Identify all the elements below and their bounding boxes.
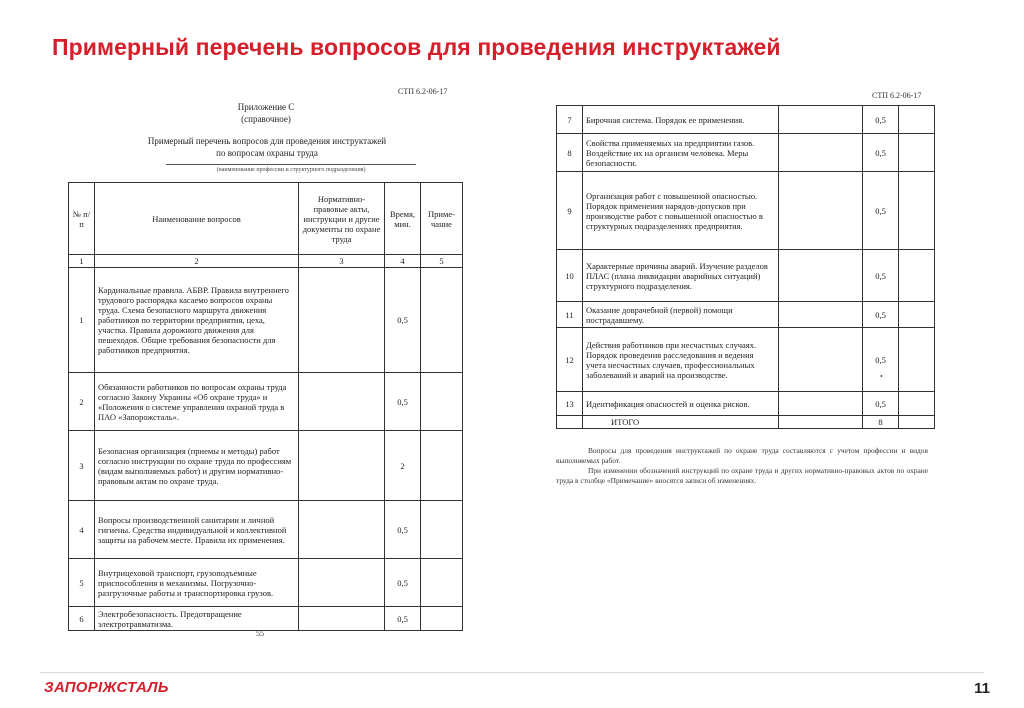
question-text: Характерные причины аварий. Изучение разделов ПЛАС (плана ликвидации аварийных ситуаций) структурного подразделения.	[583, 250, 779, 302]
column-number: 4	[385, 255, 421, 268]
column-number: 3	[299, 255, 385, 268]
table-row	[557, 392, 935, 416]
row-number: 5	[69, 559, 95, 607]
table-row	[557, 302, 935, 328]
time-value: 0,5	[863, 250, 899, 302]
time-value: 0,5	[863, 328, 899, 392]
col-docs-header: Нормативно-правовые акты, инструкции и другие документы по охране труда	[299, 183, 385, 255]
question-text: Безопасная организация (приемы и методы) работ согласно инструкции по охране труда по профессиям (видам выполняемых работ) и другим нормативно-правовым актам по охране труда.	[95, 431, 299, 501]
table-row	[557, 172, 935, 250]
question-text: Свойства применяемых на предприятии газов. Воздействие их на организм человека. Меры безопасности.	[583, 134, 779, 172]
docs-cell	[299, 501, 385, 559]
time-value: 0,5	[863, 134, 899, 172]
note-cell	[421, 607, 463, 631]
total-value: 8	[863, 416, 899, 429]
row-number: 6	[69, 607, 95, 631]
row-number: 7	[557, 106, 583, 134]
time-value: 0,5	[385, 501, 421, 559]
row-number: 11	[557, 302, 583, 328]
row-number: 8	[557, 134, 583, 172]
company-logo: ЗАПОРІЖСТАЛЬ	[44, 679, 169, 696]
note-cell	[421, 559, 463, 607]
col-note-header: Приме-чание	[421, 183, 463, 255]
table-row	[69, 559, 463, 607]
note-cell	[899, 392, 935, 416]
note-cell	[899, 416, 935, 429]
note-paragraph-1: Вопросы для проведения инструктажей по охране труда составляются с учетом профессии и видов выполняемых работ.	[556, 446, 928, 465]
docs-cell	[779, 302, 863, 328]
docs-cell	[299, 373, 385, 431]
total-row	[557, 416, 935, 429]
col-num-header: № п/п	[69, 183, 95, 255]
question-text: Бирочная система. Порядок ее применения.	[583, 106, 779, 134]
slide-title: Примерный перечень вопросов для проведения инструктажей	[52, 34, 781, 60]
col-time-header: Время, мин.	[385, 183, 421, 255]
time-value: 0,5	[863, 172, 899, 250]
appendix-label: Приложение С	[237, 102, 295, 112]
row-number: 13	[557, 392, 583, 416]
row-number: 9	[557, 172, 583, 250]
table-row	[557, 134, 935, 172]
table-row	[69, 431, 463, 501]
docs-cell	[299, 431, 385, 501]
table-row	[557, 328, 935, 392]
column-number: 1	[69, 255, 95, 268]
question-text: Организация работ с повышенной опасностью. Порядок применения нарядов-допусков при производстве работ с повышенной опасностью в структурных подразделениях предприятия.	[583, 172, 779, 250]
question-text: Идентификация опасностей и оценка рисков.	[583, 392, 779, 416]
time-value: 2	[385, 431, 421, 501]
note-cell	[899, 172, 935, 250]
table-row	[69, 268, 463, 373]
right-questions-table	[556, 105, 935, 429]
footer-divider	[40, 672, 984, 673]
question-text: Действия работников при несчастных случаях. Порядок проведения расследования и ведения учета несчастных случаев, профессиональных заболеваний и аварий на производстве.	[583, 328, 779, 392]
docs-cell	[779, 134, 863, 172]
question-text: Вопросы производственной санитарии и личной гигиены. Средства индивидуальной и коллективной защиты на рабочем месте. Правила их применения.	[95, 501, 299, 559]
table-row	[557, 250, 935, 302]
time-value: 0,5	[385, 607, 421, 631]
question-text: Электробезопасность. Предотвращение электротравматизма.	[95, 607, 299, 631]
question-text: Кардинальные правила. АБВР. Правила внутреннего трудового распорядка касаемо вопросов охраны труда. Схема безопасного маршрута движения работников по территории предприятия, цеха, участка. Правила дорожного движения для пешеходов. Общие требования безопасности для работников предприятия.	[95, 268, 299, 373]
docs-cell	[299, 268, 385, 373]
row-number: 2	[69, 373, 95, 431]
docs-cell	[779, 250, 863, 302]
note-cell	[421, 431, 463, 501]
docs-cell	[779, 106, 863, 134]
docs-cell	[779, 172, 863, 250]
table-row	[69, 501, 463, 559]
row-number: 3	[69, 431, 95, 501]
doc-heading-line1: Примерный перечень вопросов для проведения инструктажей	[147, 136, 387, 146]
table-row	[557, 106, 935, 134]
note-cell	[421, 373, 463, 431]
question-text: Оказание доврачебной (первой) помощи пострадавшему.	[583, 302, 779, 328]
slide-number: 11	[974, 680, 990, 697]
note-cell	[899, 250, 935, 302]
row-number: 10	[557, 250, 583, 302]
row-number: 4	[69, 501, 95, 559]
note-cell	[899, 134, 935, 172]
appendix-reference: (справочное)	[241, 114, 291, 124]
page-number: 55	[256, 629, 264, 638]
dept-caption: (наименование профессии и структурного подразделения)	[216, 167, 366, 173]
table-row	[69, 607, 463, 631]
note-cell	[899, 106, 935, 134]
time-value: 0,5	[863, 302, 899, 328]
signature-line	[166, 164, 416, 165]
column-number: 2	[95, 255, 299, 268]
scan-mark: •	[880, 372, 883, 381]
doc-heading-line2: по вопросам охраны труда	[216, 148, 318, 158]
column-number: 5	[421, 255, 463, 268]
time-value: 0,5	[385, 268, 421, 373]
row-number: 1	[69, 268, 95, 373]
docs-cell	[299, 559, 385, 607]
time-value: 0,5	[863, 392, 899, 416]
docs-cell	[779, 328, 863, 392]
question-text: Обязанности работников по вопросам охраны труда согласно Закону Украины «Об охране труда» и «Положения о системе управления охраной труда в ПАО «Запорожсталь».	[95, 373, 299, 431]
time-value: 0,5	[385, 559, 421, 607]
note-cell	[421, 501, 463, 559]
col-name-header: Наименование вопросов	[95, 183, 299, 255]
question-text: Внутрицеховой транспорт, грузоподъемные приспособления и механизмы. Погрузочно-разгрузочные работы и транспортировка грузов.	[95, 559, 299, 607]
left-doc-code: СТП 6.2-06-17	[398, 87, 448, 96]
docs-cell	[779, 416, 863, 429]
table-row	[69, 373, 463, 431]
docs-cell	[779, 392, 863, 416]
note-cell	[421, 268, 463, 373]
note-cell	[899, 302, 935, 328]
left-questions-table	[68, 182, 463, 631]
note-paragraph-2: При изменении обозначений инструкций по охране труда и других нормативно-правовых актов по охране труда в столбце «Примечание» вносятся записи об изменениях.	[556, 466, 928, 485]
time-value: 0,5	[863, 106, 899, 134]
note-cell	[899, 328, 935, 392]
docs-cell	[299, 607, 385, 631]
row-number: 12	[557, 328, 583, 392]
total-label: ИТОГО	[583, 416, 779, 429]
time-value: 0,5	[385, 373, 421, 431]
right-doc-code: СТП 6.2-06-17	[872, 91, 922, 100]
